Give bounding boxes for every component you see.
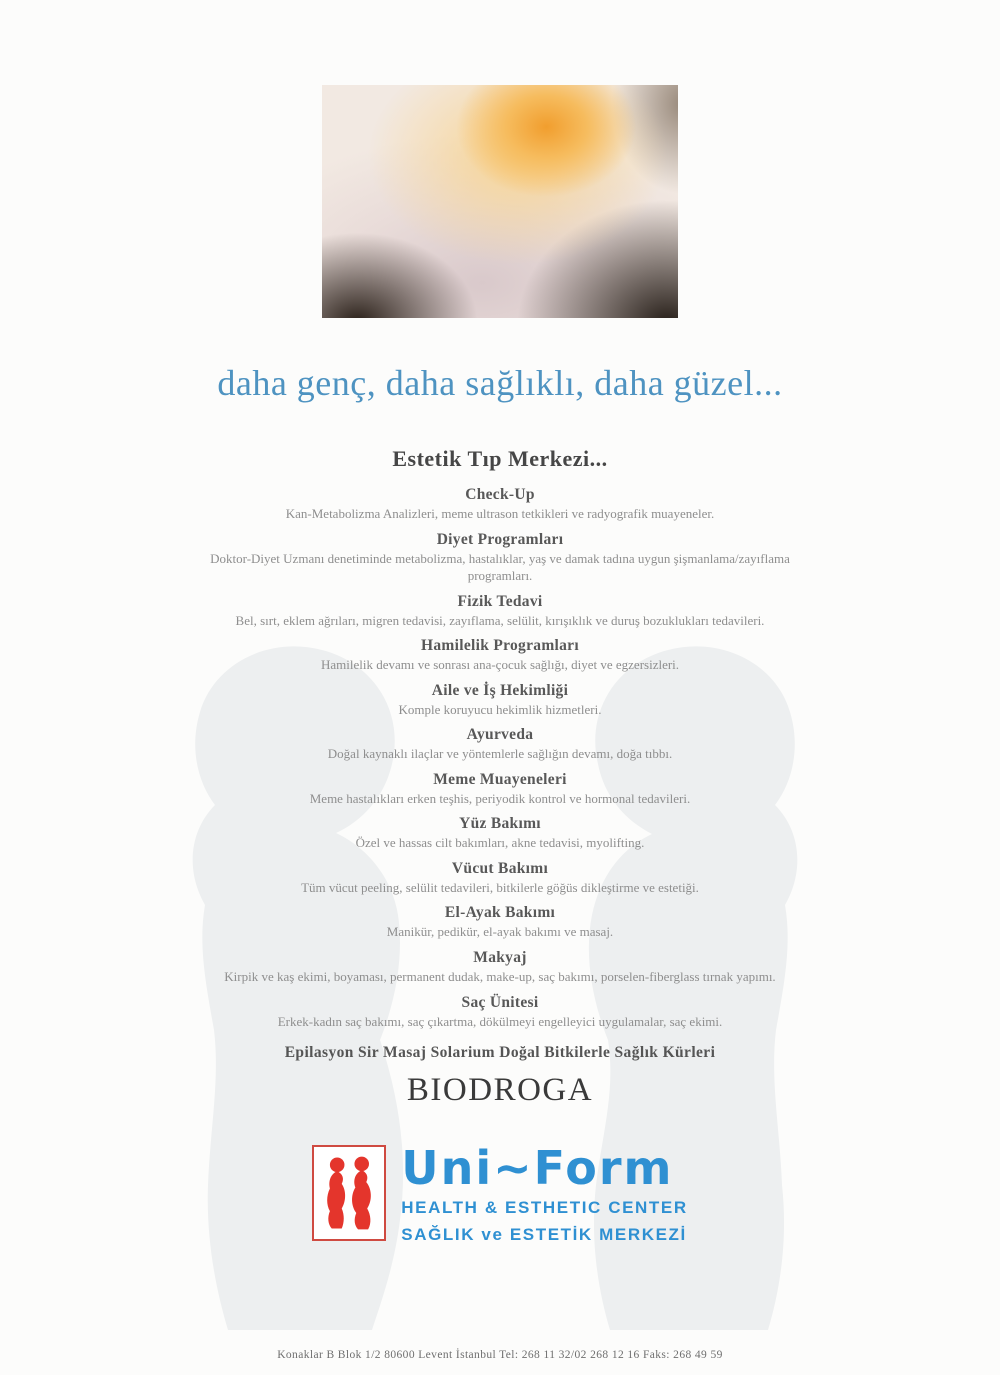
service-heading: Meme Muayeneleri — [433, 770, 567, 788]
rose-dew-photo — [322, 85, 678, 318]
service-heading: Ayurveda — [466, 726, 534, 744]
address-footer: Konaklar B Blok 1/2 80600 Levent İstanbul Tel: 268 11 32/02 268 12 16 Faks: 268 49 59 — [277, 1349, 723, 1361]
service-heading: Vücut Bakımı — [451, 859, 549, 877]
service-description: Bel, sırt, eklem ağrıları, migren tedavisi, zayıflama, selülit, kırışıklık ve duruş bozuklukları tedavileri. — [235, 612, 765, 628]
service-heading: El-Ayak Bakımı — [444, 904, 556, 922]
service-heading: Diyet Programları — [436, 530, 564, 548]
service-description: Tüm vücut peeling, selülit tedavileri, bitkilerle göğüs dikleştirme ve estetiği. — [301, 879, 699, 895]
service-description: Özel ve hassas cilt bakımları, akne tedavisi, myolifting. — [355, 835, 645, 851]
uniform-logo — [0, 1141, 1000, 1245]
biodroga-brand: BIODROGA — [406, 1072, 594, 1109]
service-description: Erkek-kadın saç bakımı, saç çıkartma, dökülmeyi engelleyici uygulamalar, saç ekimi. — [277, 1013, 723, 1029]
list-item — [160, 531, 840, 585]
service-heading: Yüz Bakımı — [459, 815, 541, 833]
list-item — [160, 904, 840, 941]
page-content — [0, 85, 1000, 1245]
service-description: Manikür, pedikür, el-ayak bakımı ve masaj. — [386, 924, 614, 940]
list-item — [160, 860, 840, 897]
list-item — [160, 637, 840, 674]
service-description: Kirpik ve kaş ekimi, boyaması, permanent dudak, make-up, saç bakımı, porselen-fiberglass tırnak yapımı. — [224, 969, 776, 985]
list-item — [160, 682, 840, 719]
service-heading: Saç Ünitesi — [461, 993, 539, 1011]
service-description: Komple koruyucu hekimlik hizmetleri. — [398, 701, 602, 717]
tagline: daha genç, daha sağlıklı, daha güzel... — [217, 363, 783, 403]
service-description: Kan-Metabolizma Analizleri, meme ultrason tetkikleri ve radyografik muayeneler. — [285, 506, 715, 521]
service-description: Meme hastalıkları erken teşhis, periyodik kontrol ve hormonal tedavileri. — [309, 790, 691, 806]
extra-services-line: Epilasyon Sir Masaj Solarium Doğal Bitkilerle Sağlık Kürleri — [284, 1044, 716, 1062]
page-title: Estetik Tıp Merkezi... — [392, 446, 608, 471]
logo-subtitle-en: HEALTH & ESTHETIC CENTER — [401, 1198, 688, 1218]
list-item — [160, 994, 840, 1031]
list-item — [160, 486, 840, 523]
services-list — [160, 486, 840, 1030]
service-heading: Fizik Tedavi — [457, 592, 543, 610]
list-item — [160, 771, 840, 808]
list-item — [160, 726, 840, 763]
service-heading: Hamilelik Programları — [421, 637, 579, 655]
service-heading: Aile ve İş Hekimliği — [431, 681, 569, 699]
list-item — [160, 593, 840, 630]
service-heading: Makyaj — [473, 949, 527, 967]
two-figures-icon — [312, 1145, 386, 1241]
service-description: Doğal kaynaklı ilaçlar ve yöntemlerle sağlığın devamı, doğa tıbbı. — [327, 746, 673, 762]
list-item — [160, 949, 840, 986]
service-description: Hamilelik devamı ve sonrası ana-çocuk sağlığı, diyet ve egzersizleri. — [320, 657, 680, 673]
logo-wordmark: Uni~Form — [401, 1141, 674, 1196]
logo-subtitle-tr: SAĞLIK ve ESTETİK MERKEZİ — [401, 1225, 687, 1245]
list-item — [160, 815, 840, 852]
service-description: Doktor-Diyet Uzmanı denetiminde metabolizma, hastalıklar, yaş ve damak tadına uygun şişmanlama/zayıflama programları. — [210, 550, 790, 584]
logo-text-block — [401, 1141, 688, 1245]
service-heading: Check-Up — [465, 486, 535, 503]
